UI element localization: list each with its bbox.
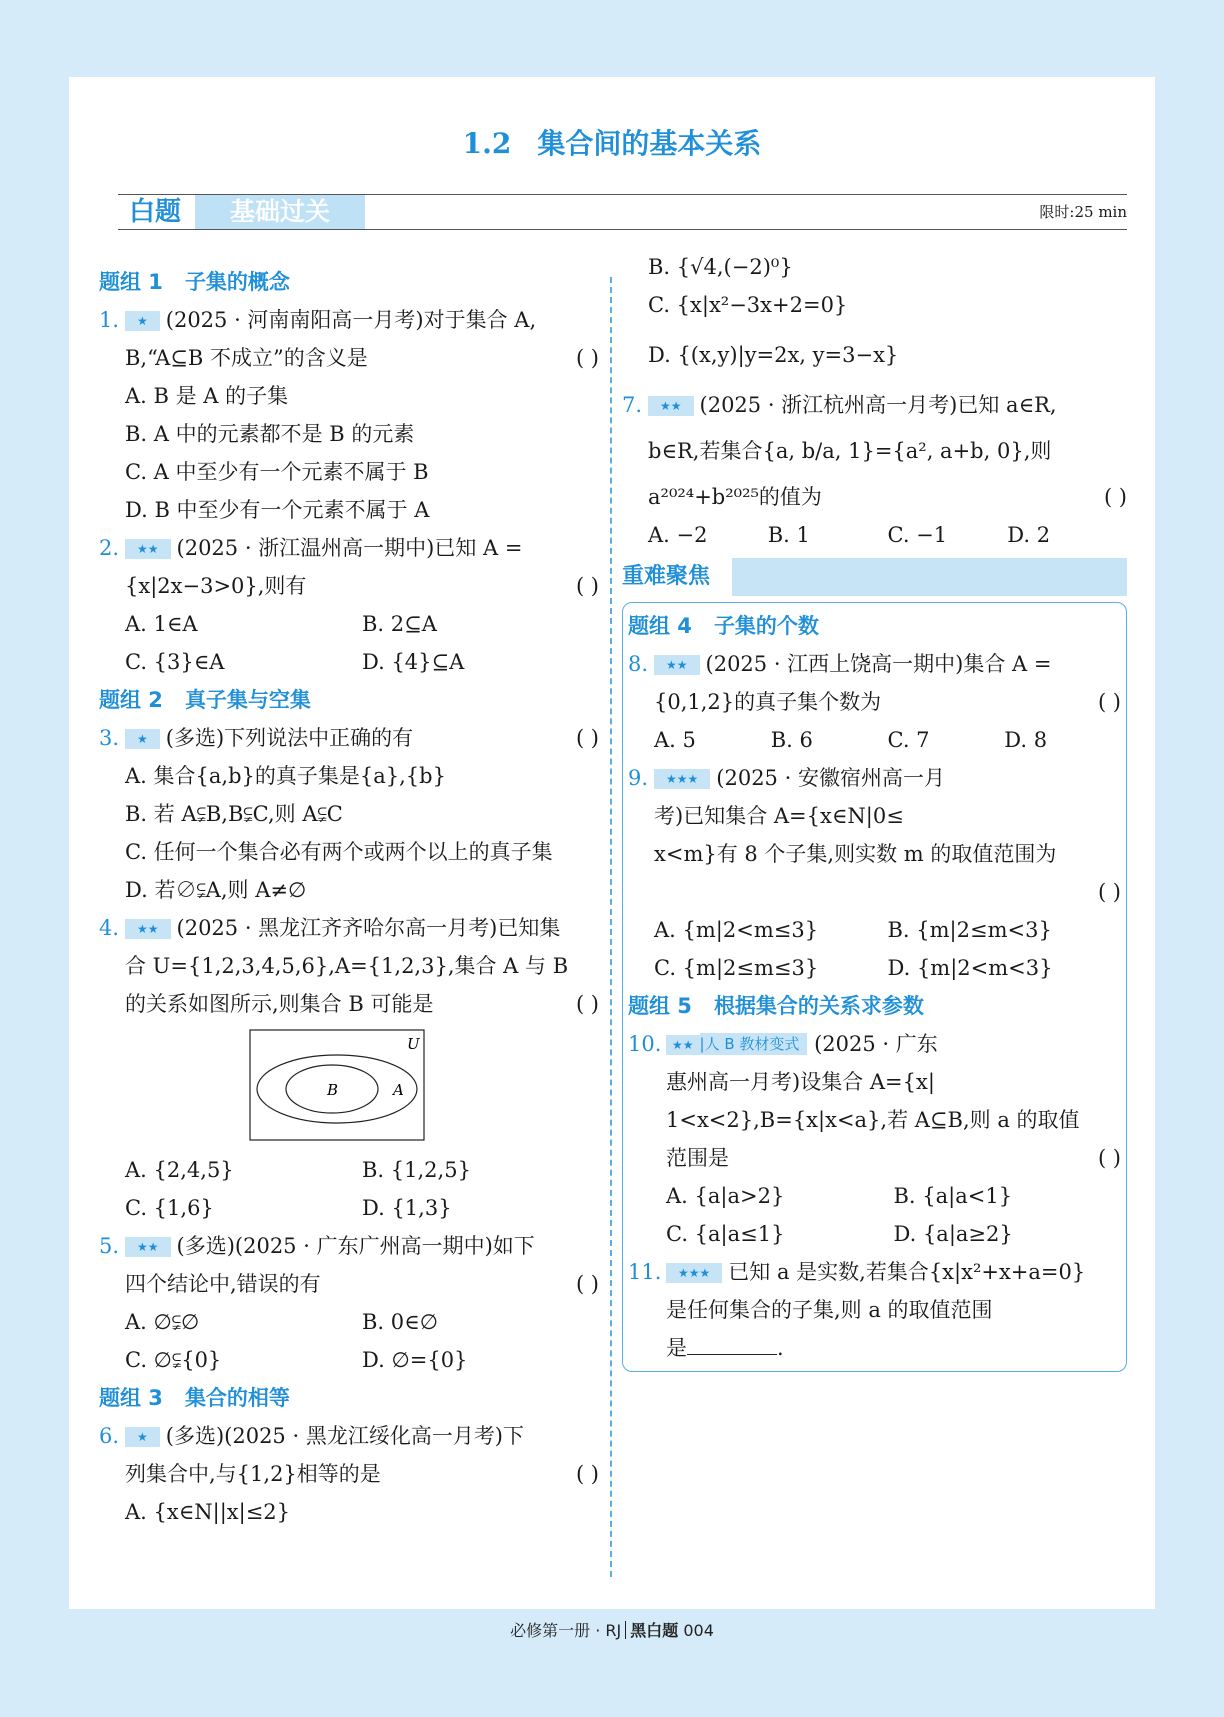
answer-paren: ( ) [575, 346, 599, 370]
option-d: D. 若∅⫋A,则 A≠∅ [125, 878, 307, 902]
group-heading-3: 题组 3 集合的相等 [99, 1386, 290, 1410]
question-text: 合 U={1,2,3,4,5,6},A={1,2,3},集合 A 与 B [125, 954, 569, 978]
option-b: B. {1,2,5} [362, 1158, 471, 1182]
page-title [69, 122, 1155, 162]
option-c: C. −1 [887, 523, 948, 547]
textbook-variant-tag: |人 B 教材变式 [700, 1033, 808, 1055]
question-text: (多选)(2025 · 广东广州高一期中)如下 [176, 1234, 535, 1258]
question-1 [99, 301, 599, 377]
option-d: D. {4}⊆A [362, 650, 465, 674]
option-a: A. {m|2<m≤3} [654, 918, 819, 942]
question-text: (多选)(2025 · 黑龙江绥化高一月考)下 [165, 1424, 525, 1448]
page-footer [0, 1618, 1224, 1641]
question-11 [628, 1253, 1121, 1367]
question-text: 列集合中,与{1,2}相等的是 [125, 1462, 381, 1486]
options-row [628, 1215, 1121, 1253]
group-heading-2: 题组 2 真子集与空集 [99, 688, 311, 712]
question-text: a²⁰²⁴+b²⁰²⁵的值为 [648, 485, 822, 509]
options-row [628, 911, 1121, 949]
answer-paren: ( ) [575, 1462, 599, 1486]
question-3 [99, 719, 599, 757]
question-number: 5. [99, 1234, 120, 1258]
option-d: D. {(x,y)|y=2x, y=3−x} [648, 343, 899, 367]
question-text: 惠州高一月考)设集合 A={x| [666, 1070, 935, 1094]
option-a: A. {a|a>2} [666, 1184, 785, 1208]
option-c: C. {x|x²−3x+2=0} [648, 293, 848, 317]
question-number: 4. [99, 916, 120, 940]
section-number: 1.2 [462, 127, 512, 160]
question-text: (2025 · 广东 [814, 1032, 938, 1056]
option-b: B. {m|2≤m<3} [887, 918, 1052, 942]
option-d: D. 8 [1004, 728, 1048, 752]
question-text: B,“A⊆B 不成立”的含义是 [125, 346, 368, 370]
options-row [628, 1177, 1121, 1215]
question-number: 10. [628, 1032, 662, 1056]
option-b: B. {√4,(−2)⁰} [648, 255, 793, 279]
options-row [99, 643, 599, 681]
question-text: {x|2x−3>0},则有 [125, 574, 307, 598]
answer-paren: ( ) [575, 574, 599, 598]
question-text: 1<x<2},B={x|x<a},若 A⊆B,则 a 的取值 [666, 1108, 1080, 1132]
question-text: 四个结论中,错误的有 [125, 1272, 321, 1296]
question-5 [99, 1227, 599, 1303]
time-limit: 限时:25 min [1039, 203, 1127, 221]
option-d: D. {1,3} [362, 1196, 452, 1220]
options-row [99, 1189, 599, 1227]
option-a: A. 集合{a,b}的真子集是{a},{b} [125, 764, 446, 788]
question-number: 3. [99, 726, 120, 750]
question-number: 8. [628, 652, 649, 676]
question-9 [628, 759, 1121, 911]
option-a: A. 1∈A [125, 612, 198, 636]
question-text: (2025 · 浙江杭州高一月考)已知 a∈R, [699, 393, 1057, 417]
options-row [622, 516, 1127, 554]
page-number: 004 [683, 1621, 714, 1640]
option-a: A. ∅⫋∅ [125, 1310, 200, 1334]
question-6 [99, 1417, 599, 1493]
footer-book: 必修第一册 · RJ [510, 1621, 622, 1640]
option-b: B. 6 [770, 728, 813, 752]
question-text: (2025 · 江西上饶高一期中)集合 A = [705, 652, 1052, 676]
question-7 [622, 386, 1127, 516]
option-c: C. {a|a≤1} [666, 1222, 785, 1246]
options-row [628, 949, 1121, 987]
question-text: 范围是 [666, 1146, 729, 1170]
question-text: . [777, 1336, 784, 1360]
option-c: C. 任何一个集合必有两个或两个以上的真子集 [125, 840, 553, 864]
options-row [99, 1303, 599, 1341]
question-number: 1. [99, 308, 120, 332]
difficulty-stars: ★★★ [654, 769, 710, 789]
section-heading-hard: 重难聚焦 [622, 558, 1127, 596]
question-number: 2. [99, 536, 120, 560]
option-b: B. A 中的元素都不是 B 的元素 [125, 422, 415, 446]
option-a: A. −2 [648, 523, 708, 547]
difficulty-stars: ★★ [125, 539, 171, 559]
difficulty-stars: ★ [125, 729, 160, 749]
question-text: {0,1,2}的真子集个数为 [654, 690, 882, 714]
option-a: A. {x∈N||x|≤2} [125, 1500, 291, 1524]
question-2 [99, 529, 599, 605]
question-number: 6. [99, 1424, 120, 1448]
options-row [628, 721, 1121, 759]
options-row [99, 1151, 599, 1189]
question-text: 已知 a 是实数,若集合{x|x²+x+a=0} [728, 1260, 1086, 1284]
question-text: b∈R,若集合{a, b/a, 1}={a², a+b, 0},则 [648, 439, 1052, 463]
question-number: 7. [622, 393, 643, 417]
difficulty-stars: ★★ [666, 1035, 700, 1055]
venn-diagram [99, 1029, 599, 1147]
bar-label-basic: 基础过关 [195, 195, 365, 229]
option-d: D. B 中至少有一个元素不属于 A [125, 498, 430, 522]
answer-paren: ( ) [575, 726, 599, 750]
section-bar [118, 194, 1127, 230]
question-number: 11. [628, 1260, 662, 1284]
difficulty-stars: ★★ [125, 1237, 171, 1257]
question-8 [628, 645, 1121, 721]
option-b: B. 2⊆A [362, 612, 437, 636]
options-row [99, 605, 599, 643]
footer-separator [625, 1621, 626, 1639]
left-column [99, 263, 599, 1531]
group-heading-1: 题组 1 子集的概念 [99, 270, 290, 294]
option-c: C. {3}∈A [125, 650, 225, 674]
section-title: 集合间的基本关系 [537, 127, 762, 160]
option-d: D. {m|2<m<3} [887, 956, 1053, 980]
question-text: (多选)下列说法中正确的有 [165, 726, 414, 750]
answer-paren: ( ) [1103, 485, 1127, 509]
option-b: B. {a|a<1} [893, 1184, 1013, 1208]
option-a: A. B 是 A 的子集 [125, 384, 289, 408]
option-c: C. A 中至少有一个元素不属于 B [125, 460, 429, 484]
footer-brand: 黑白题 [630, 1621, 679, 1640]
difficulty-stars: ★★ [654, 655, 700, 675]
option-d: D. ∅={0} [362, 1348, 468, 1372]
bar-label-white: 白题 [128, 197, 181, 227]
difficulty-stars: ★ [125, 1427, 160, 1447]
difficulty-stars: ★ [125, 311, 160, 331]
option-c: C. {1,6} [125, 1196, 214, 1220]
group-heading-5: 题组 5 根据集合的关系求参数 [628, 994, 924, 1018]
option-d: D. {a|a≥2} [893, 1222, 1013, 1246]
option-c: C. {m|2≤m≤3} [654, 956, 819, 980]
question-number: 9. [628, 766, 649, 790]
option-b: B. 若 A⫋B,B⫋C,则 A⫋C [125, 802, 343, 826]
right-column [622, 248, 1127, 1372]
difficulty-stars: ★★ [648, 396, 694, 416]
option-b: B. 1 [767, 523, 810, 547]
label-a: A [393, 1081, 404, 1099]
answer-paren: ( ) [1097, 690, 1121, 714]
option-b: B. 0∈∅ [362, 1310, 438, 1334]
question-text: 的关系如图所示,则集合 B 可能是 [125, 992, 434, 1016]
option-c: C. ∅⫋{0} [125, 1348, 222, 1372]
question-text: (2025 · 安徽宿州高一月 [716, 766, 945, 790]
label-b: B [327, 1081, 339, 1099]
answer-paren: ( ) [1097, 1146, 1121, 1170]
label-u: U [407, 1035, 420, 1053]
answer-paren: ( ) [575, 992, 599, 1016]
page [69, 77, 1155, 1609]
venn-svg [249, 1029, 425, 1141]
option-a: A. 5 [654, 728, 696, 752]
difficulty-stars: ★★ [125, 919, 171, 939]
focus-box [622, 602, 1127, 1372]
question-text: 是任何集合的子集,则 a 的取值范围 [666, 1298, 993, 1322]
question-text: (2025 · 浙江温州高一期中)已知 A = [176, 536, 523, 560]
question-text: (2025 · 黑龙江齐齐哈尔高一月考)已知集 [176, 916, 561, 940]
options-row [99, 1341, 599, 1379]
question-4 [99, 909, 599, 1023]
question-text: (2025 · 河南南阳高一月考)对于集合 A, [165, 308, 537, 332]
question-text: x<m}有 8 个子集,则实数 m 的取值范围为 [654, 842, 1057, 866]
answer-blank[interactable] [687, 1334, 777, 1355]
question-10 [628, 1025, 1121, 1177]
option-d: D. 2 [1007, 523, 1051, 547]
answer-paren: ( ) [575, 1272, 599, 1296]
question-text: 是 [666, 1336, 687, 1360]
question-text: 考)已知集合 A={x∈N|0≤ [654, 804, 904, 828]
group-heading-4: 题组 4 子集的个数 [628, 614, 819, 638]
difficulty-stars: ★★★ [666, 1263, 722, 1283]
option-a: A. {2,4,5} [125, 1158, 234, 1182]
option-c: C. 7 [887, 728, 930, 752]
answer-paren: ( ) [1097, 880, 1121, 904]
column-divider [610, 277, 612, 1577]
